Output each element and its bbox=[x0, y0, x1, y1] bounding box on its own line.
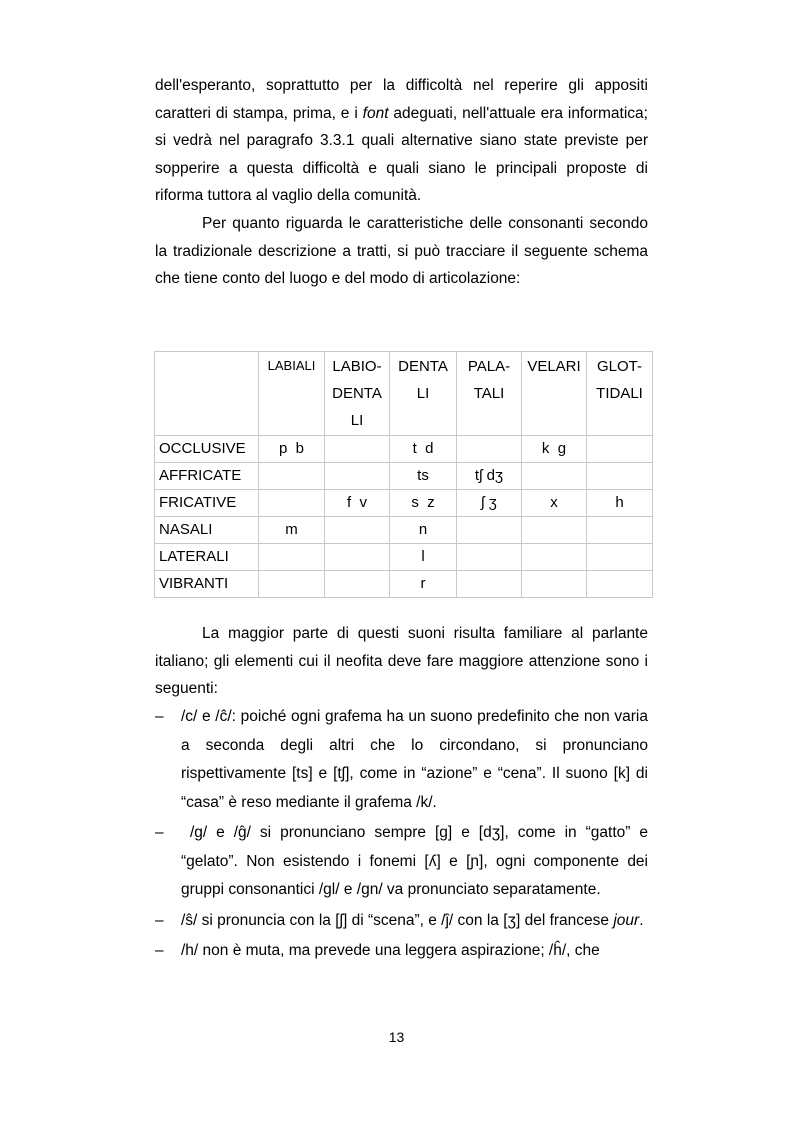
table-cell bbox=[522, 571, 587, 598]
list-item-text: /c/ e /ĉ/: poiché ogni grafema ha un suono predefinito che non varia a seconda degli altri che lo circondano, si pronunciano rispettivamente [ts] e [tʃ], come in “azione” e “cena”. Il suono [k] di “casa” è reso mediante il grafema /k/. bbox=[181, 708, 648, 811]
table-row-label: VIBRANTI bbox=[155, 571, 259, 598]
table-header-palatali: PALA- TALI bbox=[457, 352, 522, 436]
table-cell bbox=[259, 463, 325, 490]
table-header-velari: VELARI bbox=[522, 352, 587, 436]
table-row bbox=[155, 490, 653, 517]
consonant-articulation-table bbox=[154, 351, 653, 598]
table-cell bbox=[259, 571, 325, 598]
table-cell: n bbox=[390, 517, 457, 544]
table-cell: m bbox=[259, 517, 325, 544]
dash-bullet-icon: – bbox=[155, 824, 164, 841]
table-row bbox=[155, 571, 653, 598]
list-item-text: /ŝ/ si pronuncia con la [ʃ] di “scena”, e /ĵ/ con la [ʒ] del francese jour. bbox=[181, 911, 644, 929]
table-row bbox=[155, 436, 653, 463]
table-cell bbox=[587, 436, 653, 463]
paragraph-consonant-schema-intro: Per quanto riguarda le caratteristiche delle consonanti secondo la tradizionale descrizione a tratti, si può tracciare il seguente schema che tiene conto del luogo e del modo di articolazione: bbox=[155, 215, 648, 288]
table-cell bbox=[457, 517, 522, 544]
table-cell: l bbox=[390, 544, 457, 571]
list-item bbox=[155, 819, 648, 905]
table-header-glottidali: GLOT- TIDALI bbox=[587, 352, 653, 436]
table-cell bbox=[325, 436, 390, 463]
page-number: 13 bbox=[388, 1029, 405, 1045]
table-header-labiali: LABIALI bbox=[259, 352, 325, 436]
table-cell: s z bbox=[390, 490, 457, 517]
table-header-labiodentali: LABIO- DENTA LI bbox=[325, 352, 390, 436]
list-item bbox=[155, 907, 648, 936]
table-row-label: OCCLUSIVE bbox=[155, 436, 259, 463]
table-cell bbox=[587, 463, 653, 490]
list-item-text: /g/ e /ĝ/ si pronunciano sempre [g] e [dʒ], come in “gatto” e “gelato”. Non esistendo i fonemi [ʎ] e [ɲ], ogni componente dei gruppi consonantici /gl/ e /gn/ va pronunciato separatamente. bbox=[181, 824, 648, 898]
table-cell bbox=[522, 517, 587, 544]
table-row bbox=[155, 544, 653, 571]
paragraph-familiar-sounds: La maggior parte di questi suoni risulta familiare al parlante italiano; gli elementi cui il neofita deve fare maggiore attenzione sono i seguenti: bbox=[155, 625, 648, 698]
table-cell bbox=[587, 544, 653, 571]
table-row-label: AFFRICATE bbox=[155, 463, 259, 490]
table-header-dentali: DENTA LI bbox=[390, 352, 457, 436]
table-header-row bbox=[155, 352, 653, 436]
table-cell bbox=[259, 490, 325, 517]
table-cell bbox=[325, 544, 390, 571]
paragraph-esperanto-fonts: dell'esperanto, soprattutto per la difficoltà nel reperire gli appositi caratteri di stampa, prima, e i font adeguati, nell'attuale era informatica; si vedrà nel paragrafo 3.3.1 quali alternative siano state previste per sopperire a questa difficoltà e quali siano le principali proposte di riforma tuttora al vaglio della comunità. bbox=[155, 77, 648, 205]
table-cell: t d bbox=[390, 436, 457, 463]
table-cell bbox=[457, 544, 522, 571]
table-row bbox=[155, 463, 653, 490]
dash-bullet-icon: – bbox=[155, 911, 164, 929]
table-row-label: NASALI bbox=[155, 517, 259, 544]
dash-bullet-icon: – bbox=[155, 942, 164, 959]
table-row-label: LATERALI bbox=[155, 544, 259, 571]
table-cell: f v bbox=[325, 490, 390, 517]
table-body bbox=[155, 436, 653, 598]
table-cell bbox=[259, 544, 325, 571]
table-cell: ts bbox=[390, 463, 457, 490]
table-row bbox=[155, 517, 653, 544]
table-cell: tʃ dʒ bbox=[457, 463, 522, 490]
table-cell bbox=[522, 463, 587, 490]
pronunciation-notes-list bbox=[155, 703, 648, 968]
table-cell: x bbox=[522, 490, 587, 517]
table-cell: h bbox=[587, 490, 653, 517]
table-cell bbox=[457, 436, 522, 463]
table-cell: ʃ ʒ bbox=[457, 490, 522, 517]
dash-bullet-icon: – bbox=[155, 708, 164, 725]
table-cell: p b bbox=[259, 436, 325, 463]
table-cell: r bbox=[390, 571, 457, 598]
list-item bbox=[155, 937, 648, 966]
table-cell bbox=[587, 517, 653, 544]
list-item bbox=[155, 703, 648, 817]
table-header-empty bbox=[155, 352, 259, 436]
table-row-label: FRICATIVE bbox=[155, 490, 259, 517]
table-cell bbox=[587, 571, 653, 598]
table-cell: k g bbox=[522, 436, 587, 463]
table-cell bbox=[325, 463, 390, 490]
table-cell bbox=[325, 571, 390, 598]
table-cell bbox=[522, 544, 587, 571]
table-cell bbox=[457, 571, 522, 598]
list-item-text: /h/ non è muta, ma prevede una leggera aspirazione; /ĥ/, che bbox=[181, 942, 600, 959]
table-cell bbox=[325, 517, 390, 544]
